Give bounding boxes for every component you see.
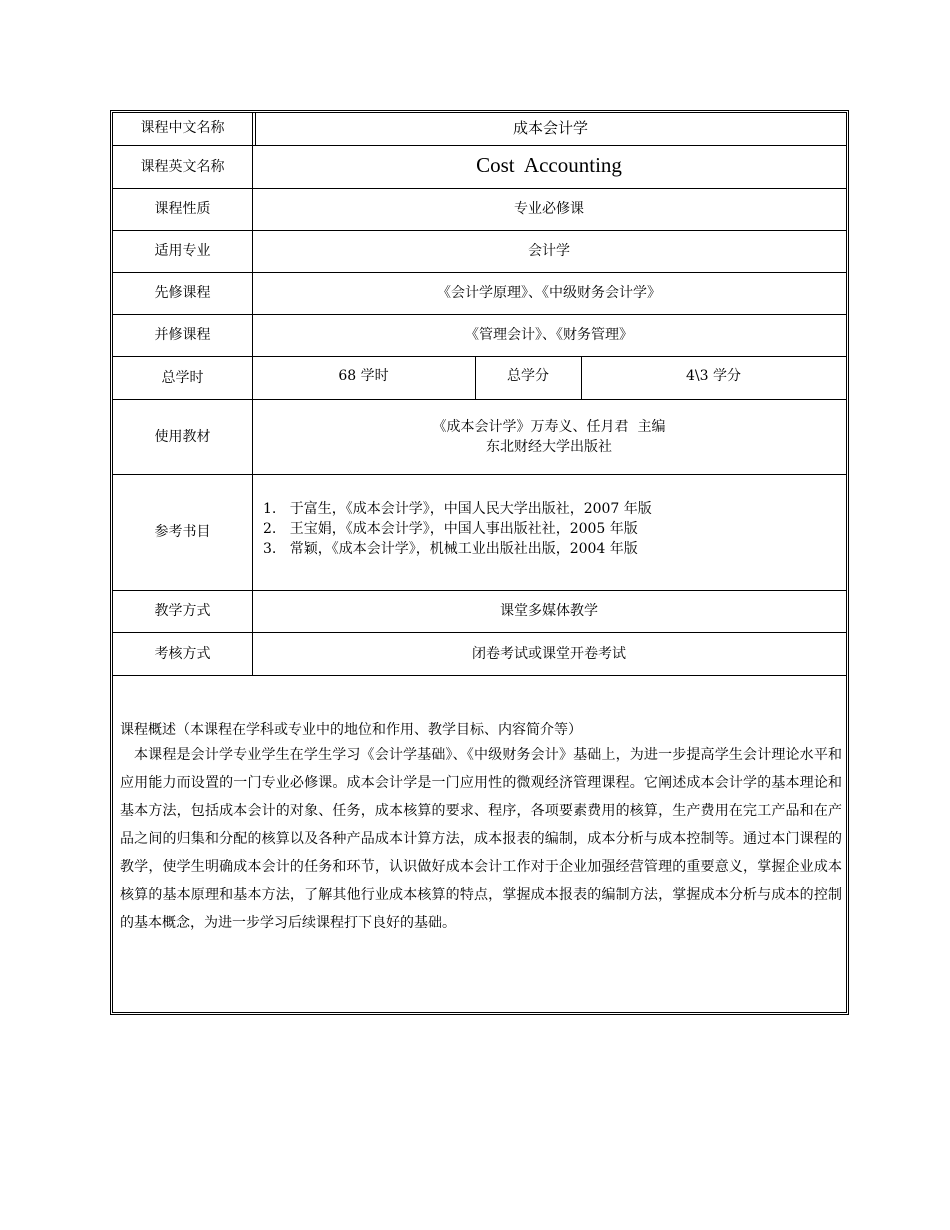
overview-title: 课程概述（本课程在学科或专业中的地位和作用、教学目标、内容简介等） [120,722,582,738]
major-label: 适用专业 [154,243,211,259]
row-divider [113,675,846,676]
assessment-value: 闭卷考试或课堂开卷考试 [472,645,626,662]
reference-item: 1. 于富生，《成本会计学》，中国人民大学出版社，2007 年版 [263,501,652,517]
teaching-method-label: 教学方式 [154,603,211,619]
textbook-label: 使用教材 [154,428,211,445]
teaching-method-value: 课堂多媒体教学 [500,603,598,619]
course-nature-label: 课程性质 [154,201,211,217]
total-hours-value: 68 学时 [338,368,389,384]
course-info-table [110,110,849,1015]
course-nature-value: 专业必修课 [514,201,584,217]
overview-body: 本课程是会计学专业学生在学生学习《会计学基础》、《中级财务会计》基础上，为进一步提高学生会计理论水平和应用能力而设置的一门专业必修课。成本会计学是一门应用性的微观经济管理课程。它阐述成本会计学的基本理论和基本方法，包括成本会计的对象、任务，成本核算的要求、程序，各项要素费用的核算，生产费用在完工产品和在产品之间的归集和分配的核算以及各种产品成本计算方法，成本报表的编制，成本分析与成本控制等。通过本门课程的教学，使学生明确成本会计的任务和环节，认识做好成本会计工作对于企业加强经营管理的重要意义，掌握企业成本核算的基本原理和基本方法，了解其他行业成本核算的特点，掌握成本报表的编制方法，掌握成本分析与成本的控制的基本概念，为进一步学习后续课程打下良好的基础。 [120,747,842,931]
references-list [263,499,652,559]
chinese-name-value: 成本会计学 [512,119,588,137]
textbook-publisher: 东北财经大学出版社 [486,438,612,455]
english-name-label: 课程英文名称 [140,158,225,175]
prerequisite-label: 先修课程 [154,285,211,301]
assessment-label: 考核方式 [154,645,211,662]
course-overview [120,719,842,937]
concurrent-label: 并修课程 [154,327,211,343]
prerequisite-value: 《会计学原理》、《中级财务会计学》 [437,285,661,301]
reference-item: 2. 王宝娟，《成本会计学》，中国人事出版社社，2005 年版 [263,521,638,537]
concurrent-value: 《管理会计》、《财务管理》 [465,327,633,343]
total-hours-label: 总学时 [161,369,204,386]
english-name-value: Cost Accounting [476,153,622,177]
reference-item: 3. 常颖，《成本会计学》，机械工业出版社出版，2004 年版 [263,541,638,557]
references-label: 参考书目 [154,524,211,540]
total-credits-label: 总学分 [507,368,549,384]
chinese-name-label: 课程中文名称 [140,120,225,136]
textbook-title: 《成本会计学》万寿义、任月君 主编 [432,418,666,435]
textbook-value [252,399,846,474]
total-credits-value: 4\3 学分 [686,368,741,384]
major-value: 会计学 [528,243,570,259]
